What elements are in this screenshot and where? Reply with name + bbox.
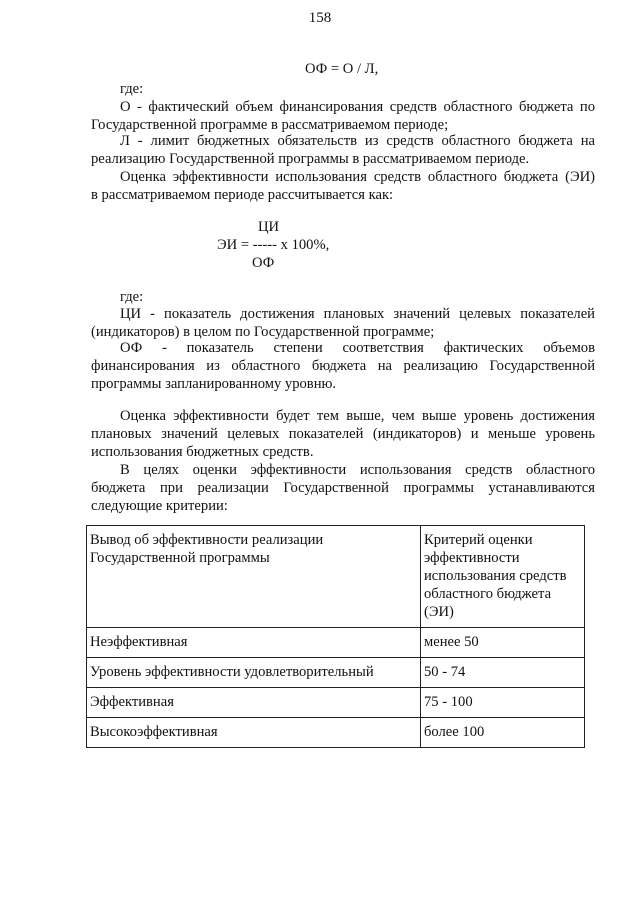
table-row <box>87 718 585 748</box>
row-conclusion: Уровень эффективности удовлетворительный <box>87 658 421 688</box>
definition-ci-line1: ЦИ - показатель достижения плановых значений целевых показателей <box>120 306 595 322</box>
header-criterion: Критерий оценки эффективности использования средств областного бюджета (ЭИ) <box>421 526 585 628</box>
assessment-paragraph <box>91 168 595 204</box>
definition-ci-line2: (индикаторов) в целом по Государственной программе; <box>91 324 435 340</box>
conclusion-line2: плановых значений целевых показателей (индикаторов) и меньше уровень <box>91 426 595 442</box>
definition-l-line1: Л - лимит бюджетных обязательств из средств областного бюджета на <box>120 133 595 149</box>
assessment-line1: Оценка эффективности использования средств областного бюджета (ЭИ) <box>120 169 595 185</box>
table-row <box>87 688 585 718</box>
definition-of-line1: ОФ - показатель степени соответствия фактических объемов <box>120 340 595 356</box>
where-label: где: <box>120 81 144 97</box>
conclusion-line3: использования бюджетных средств. <box>91 444 314 460</box>
definition-ci <box>91 305 595 341</box>
row-criterion: более 100 <box>421 718 585 748</box>
definition-o-line2: Государственной программе в рассматриваемом периоде; <box>91 117 449 133</box>
table-row <box>87 658 585 688</box>
table-header-row <box>87 526 585 628</box>
page-number: 158 <box>308 10 332 26</box>
table-row <box>87 628 585 658</box>
definition-l <box>91 132 595 168</box>
row-conclusion: Высокоэффективная <box>87 718 421 748</box>
row-conclusion: Неэффективная <box>87 628 421 658</box>
row-criterion: менее 50 <box>421 628 585 658</box>
definition-o-line1: О - фактический объем финансирования средств областного бюджета по <box>120 99 595 115</box>
definition-l-line2: реализацию Государственной программы в рассматриваемом периоде. <box>91 151 530 167</box>
conclusion-paragraph <box>91 407 595 461</box>
definition-of-line3: программы запланированному уровню. <box>91 376 337 392</box>
formula-ei-denominator: ОФ <box>252 255 275 271</box>
criteria-intro <box>91 461 595 515</box>
row-criterion: 50 - 74 <box>421 658 585 688</box>
criteria-intro-line3: следующие критерии: <box>91 498 228 514</box>
definition-o <box>91 98 595 134</box>
where-label-2: где: <box>120 289 144 305</box>
definition-of-line2: финансирования из областного бюджета на реализацию Государственной <box>91 358 595 374</box>
formula-of: ОФ = О / Л, <box>305 61 379 77</box>
criteria-intro-line1: В целях оценки эффективности использования средств областного <box>120 462 595 478</box>
criteria-table <box>86 525 585 748</box>
criteria-intro-line2: бюджета при реализации Государственной программы устанавливаются <box>91 480 595 496</box>
row-conclusion: Эффективная <box>87 688 421 718</box>
formula-ei-main: ЭИ = ----- x 100%, <box>217 237 330 253</box>
row-criterion: 75 - 100 <box>421 688 585 718</box>
header-conclusion: Вывод об эффективности реализации Государственной программы <box>87 526 421 628</box>
conclusion-line1: Оценка эффективности будет тем выше, чем выше уровень достижения <box>120 408 595 424</box>
assessment-line2: в рассматриваемом периоде рассчитывается как: <box>91 187 394 203</box>
definition-of <box>91 339 595 393</box>
formula-ei-numerator: ЦИ <box>258 219 280 235</box>
